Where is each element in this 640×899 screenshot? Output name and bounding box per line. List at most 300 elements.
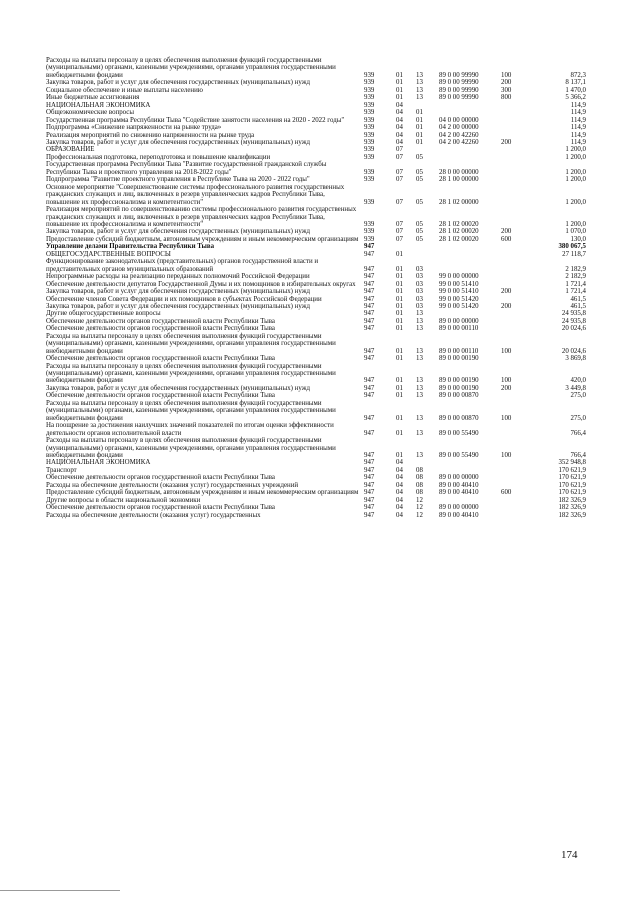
row-name-cell: Социальное обеспечение и иные выплаты населению bbox=[46, 86, 203, 94]
row-name-cell: Обеспечение деятельности органов государственной власти Республики Тыва bbox=[46, 317, 275, 325]
amount-cell: 872,3 bbox=[570, 71, 586, 79]
target-article-cell: 99 0 00 51410 bbox=[439, 288, 479, 296]
target-article-cell bbox=[439, 109, 501, 116]
row-name-cell: Предоставление субсидий бюджетным, автономным учреждениям и иным некоммерческим организациям bbox=[46, 489, 359, 497]
expense-type-cell bbox=[501, 325, 533, 332]
expense-type-cell bbox=[501, 109, 533, 116]
expense-type-cell: 300 bbox=[501, 86, 512, 94]
footer-rule bbox=[0, 890, 120, 891]
ministry-code-cell: 947 bbox=[364, 474, 375, 482]
expense-type-cell bbox=[501, 124, 533, 131]
amount-cell: 114,9 bbox=[570, 138, 586, 146]
amount-cell: 275,0 bbox=[570, 392, 586, 400]
subsection-code-cell: 08 bbox=[416, 474, 423, 482]
budget-table bbox=[46, 57, 586, 519]
expense-type-cell bbox=[501, 154, 533, 161]
amount-cell: 461,5 bbox=[570, 295, 586, 303]
expense-type-cell bbox=[501, 132, 533, 139]
ministry-code-cell: 947 bbox=[364, 384, 375, 392]
subsection-code-cell: 05 bbox=[416, 153, 423, 161]
row-name-cell: Другие общегосударственные вопросы bbox=[46, 310, 161, 318]
ministry-code-cell: 947 bbox=[364, 250, 375, 258]
row-name-cell: Функционирование законодательных (представительных) органов государственной власти и представительных органов муниципальных образований bbox=[46, 258, 319, 273]
section-code-cell: 04 bbox=[396, 496, 403, 504]
section-code-cell: 04 bbox=[396, 101, 403, 109]
ministry-code-cell: 947 bbox=[364, 429, 375, 437]
subsection-code-cell: 13 bbox=[416, 94, 423, 102]
row-name-cell: Обеспечение деятельности органов государственной власти Республики Тыва bbox=[46, 392, 275, 400]
ministry-code-cell: 947 bbox=[364, 280, 375, 288]
table-row bbox=[46, 57, 586, 79]
subsection-code-cell: 13 bbox=[416, 392, 423, 400]
target-article-cell bbox=[439, 154, 501, 161]
expense-type-cell bbox=[501, 251, 533, 258]
table-row bbox=[46, 176, 586, 183]
target-article-cell: 28 1 02 00020 bbox=[439, 220, 479, 228]
subsection-code-cell: 13 bbox=[416, 79, 423, 87]
section-code-cell: 01 bbox=[396, 355, 403, 363]
amount-cell: 1 200,0 bbox=[565, 153, 586, 161]
amount-cell: 24 935,8 bbox=[561, 317, 586, 325]
amount-cell: 5 366,2 bbox=[565, 94, 586, 102]
amount-cell: 170 621,9 bbox=[558, 489, 586, 497]
subsection-code-cell: 13 bbox=[416, 310, 423, 318]
target-article-cell: 89 0 00 00000 bbox=[439, 474, 479, 482]
row-name-cell: Обеспечение деятельности органов государственной власти Республики Тыва bbox=[46, 504, 275, 512]
target-article-cell: 89 0 00 40410 bbox=[439, 481, 479, 489]
subsection-code-cell: 13 bbox=[416, 452, 423, 460]
section-code-cell: 04 bbox=[396, 131, 403, 139]
expense-type-cell bbox=[501, 504, 533, 511]
target-article-cell: 89 0 00 00870 bbox=[439, 392, 479, 400]
subsection-code-cell: 13 bbox=[416, 429, 423, 437]
ministry-code-cell: 947 bbox=[364, 347, 375, 355]
expense-type-cell bbox=[501, 206, 533, 228]
amount-cell: 27 118,7 bbox=[562, 250, 586, 258]
expense-type-cell: 100 bbox=[501, 347, 512, 355]
ministry-code-cell: 939 bbox=[364, 124, 375, 132]
subsection-code-cell: 08 bbox=[416, 466, 423, 474]
subsection-code-cell: 13 bbox=[416, 86, 423, 94]
section-code-cell: 07 bbox=[396, 168, 403, 176]
amount-cell: 114,9 bbox=[570, 124, 586, 132]
target-article-cell: 04 0 00 00000 bbox=[439, 116, 479, 124]
amount-cell: 766,4 bbox=[570, 429, 586, 437]
table-row bbox=[46, 303, 586, 310]
row-name-cell: ОБРАЗОВАНИЕ bbox=[46, 146, 95, 154]
row-name-cell: Реализация мероприятий по снижению напряженности на рынке труда bbox=[46, 131, 255, 139]
subsection-code-cell: 01 bbox=[416, 116, 423, 124]
subsection-code-cell: 12 bbox=[416, 496, 423, 504]
table-row bbox=[46, 467, 586, 474]
section-code-cell: 01 bbox=[396, 86, 403, 94]
target-article-cell: 89 0 00 00110 bbox=[439, 325, 479, 333]
row-name-cell: Расходы на выплаты персоналу в целях обеспечения выполнения функций государственными (муниципальными) органами, казенными учреждениями, органами управления государственными внебюджетными фондами bbox=[46, 332, 336, 355]
ministry-code-cell: 947 bbox=[364, 466, 375, 474]
table-row bbox=[46, 482, 586, 489]
table-row bbox=[46, 363, 586, 385]
section-code-cell: 04 bbox=[396, 489, 403, 497]
expense-type-cell bbox=[501, 355, 533, 362]
row-name-cell: Реализация мероприятий по совершенствованию системы профессионального развития государственных гражданских служащих и лиц, включенных в резерв управленческих кадров Республики Тыва, повышение их профессионализма и компетентности" bbox=[46, 206, 357, 228]
target-article-cell: 28 0 00 00000 bbox=[439, 168, 479, 176]
amount-cell: 1 721,4 bbox=[565, 280, 586, 288]
amount-cell: 766,4 bbox=[570, 452, 586, 460]
expense-type-cell bbox=[501, 161, 533, 176]
amount-cell: 461,5 bbox=[570, 302, 586, 310]
subsection-code-cell: 01 bbox=[416, 131, 423, 139]
table-row bbox=[46, 474, 586, 481]
row-name-cell: Расходы на выплаты персоналу в целях обеспечения выполнения функций государственными (муниципальными) органами, казенными учреждениями, органами управления государственными внебюджетными фондами bbox=[46, 57, 336, 79]
ministry-code-cell: 939 bbox=[364, 228, 375, 236]
section-code-cell: 01 bbox=[396, 94, 403, 102]
expense-type-cell bbox=[501, 258, 533, 273]
table-row bbox=[46, 251, 586, 258]
ministry-code-cell: 939 bbox=[364, 235, 375, 243]
subsection-code-cell: 13 bbox=[416, 347, 423, 355]
section-code-cell: 04 bbox=[396, 511, 403, 519]
table-row bbox=[46, 385, 586, 392]
target-article-cell: 89 0 00 99990 bbox=[439, 71, 479, 79]
amount-cell: 1 200,0 bbox=[565, 198, 586, 206]
table-row bbox=[46, 228, 586, 235]
row-name-cell: Закупка товаров, работ и услуг для обеспечения государственных (муниципальных) нужд bbox=[46, 288, 310, 296]
amount-cell: 114,9 bbox=[570, 116, 586, 124]
target-article-cell: 89 0 00 55490 bbox=[439, 429, 479, 437]
ministry-code-cell: 939 bbox=[364, 153, 375, 161]
ministry-code-cell: 947 bbox=[364, 310, 375, 318]
ministry-code-cell: 939 bbox=[364, 198, 375, 206]
row-name-cell: Расходы на обеспечение деятельности (оказания услуг) государственных учреждений bbox=[46, 481, 299, 489]
subsection-code-cell: 01 bbox=[416, 124, 423, 132]
target-article-cell bbox=[439, 251, 501, 258]
expense-type-cell: 600 bbox=[501, 489, 512, 497]
section-code-cell: 01 bbox=[396, 310, 403, 318]
table-row bbox=[46, 243, 586, 250]
ministry-code-cell: 939 bbox=[364, 146, 375, 154]
section-code-cell: 01 bbox=[396, 280, 403, 288]
section-code-cell: 01 bbox=[396, 377, 403, 385]
target-article-cell: 99 0 00 00000 bbox=[439, 273, 479, 281]
row-name-cell: Другие вопросы в области национальной экономики bbox=[46, 496, 201, 504]
amount-cell: 170 621,9 bbox=[558, 474, 586, 482]
table-row bbox=[46, 94, 586, 101]
table-row bbox=[46, 437, 586, 459]
ministry-code-cell: 947 bbox=[364, 504, 375, 512]
amount-cell: 1 200,0 bbox=[565, 168, 586, 176]
subsection-code-cell: 13 bbox=[416, 355, 423, 363]
ministry-code-cell: 939 bbox=[364, 116, 375, 124]
target-article-cell: 89 0 00 00190 bbox=[439, 377, 479, 385]
row-name-cell: Общеэкономические вопросы bbox=[46, 109, 134, 117]
expense-type-cell bbox=[501, 102, 533, 109]
subsection-code-cell bbox=[416, 146, 439, 153]
table-row bbox=[46, 392, 586, 399]
subsection-code-cell bbox=[416, 102, 439, 109]
ministry-code-cell: 947 bbox=[364, 489, 375, 497]
amount-cell: 2 182,9 bbox=[565, 273, 586, 281]
expense-type-cell: 100 bbox=[501, 452, 512, 460]
target-article-cell: 28 1 02 00020 bbox=[439, 228, 479, 236]
table-row bbox=[46, 139, 586, 146]
expense-type-cell bbox=[501, 392, 533, 399]
row-name-cell: НАЦИОНАЛЬНАЯ ЭКОНОМИКА bbox=[46, 101, 151, 109]
section-code-cell: 04 bbox=[396, 138, 403, 146]
ministry-code-cell: 939 bbox=[364, 79, 375, 87]
budget-table-body bbox=[46, 57, 586, 519]
ministry-code-cell: 939 bbox=[364, 86, 375, 94]
subsection-code-cell: 13 bbox=[416, 377, 423, 385]
subsection-code-cell: 01 bbox=[416, 138, 423, 146]
subsection-code-cell: 08 bbox=[416, 481, 423, 489]
ministry-code-cell: 947 bbox=[364, 511, 375, 519]
subsection-code-cell: 13 bbox=[416, 325, 423, 333]
expense-type-cell bbox=[501, 467, 533, 474]
section-code-cell: 01 bbox=[396, 79, 403, 87]
ministry-code-cell: 939 bbox=[364, 94, 375, 102]
row-name-cell: Закупка товаров, работ и услуг для обеспечения государственных (муниципальных) нужд bbox=[46, 138, 310, 146]
table-row bbox=[46, 109, 586, 116]
expense-type-cell bbox=[501, 310, 533, 317]
amount-cell: 170 621,9 bbox=[558, 466, 586, 474]
row-name-cell: Подпрограмма «Снижение напряженности на рынке труда» bbox=[46, 124, 222, 132]
section-code-cell: 01 bbox=[396, 273, 403, 281]
ministry-code-cell: 947 bbox=[364, 481, 375, 489]
table-row bbox=[46, 236, 586, 243]
expense-type-cell bbox=[501, 146, 533, 153]
ministry-code-cell: 947 bbox=[364, 243, 375, 251]
section-code-cell: 04 bbox=[396, 474, 403, 482]
subsection-code-cell: 03 bbox=[416, 302, 423, 310]
table-row bbox=[46, 318, 586, 325]
amount-cell: 1 070,0 bbox=[565, 228, 586, 236]
subsection-code-cell bbox=[416, 243, 439, 250]
row-name-cell: Закупка товаров, работ и услуг для обеспечения государственных (муниципальных) нужд bbox=[46, 384, 310, 392]
expense-type-cell bbox=[501, 318, 533, 325]
table-row bbox=[46, 325, 586, 332]
table-row bbox=[46, 79, 586, 86]
subsection-code-cell: 13 bbox=[416, 71, 423, 79]
expense-type-cell bbox=[501, 117, 533, 124]
ministry-code-cell: 947 bbox=[364, 317, 375, 325]
amount-cell: 420,0 bbox=[570, 377, 586, 385]
target-article-cell: 99 0 00 51420 bbox=[439, 302, 479, 310]
row-name-cell: Государственная программа Республики Тыва "Развитие государственной гражданской службы Республики Тыва и проектного управления на 2018-2022 годы" bbox=[46, 161, 327, 176]
expense-type-cell bbox=[501, 184, 533, 206]
subsection-code-cell: 03 bbox=[416, 288, 423, 296]
subsection-code-cell bbox=[416, 251, 439, 258]
section-code-cell: 04 bbox=[396, 459, 403, 467]
table-row bbox=[46, 117, 586, 124]
table-row bbox=[46, 132, 586, 139]
row-name-cell: Обеспечение деятельности органов государственной власти Республики Тыва bbox=[46, 474, 275, 482]
table-row bbox=[46, 497, 586, 504]
target-article-cell: 89 0 00 40410 bbox=[439, 511, 479, 519]
ministry-code-cell: 947 bbox=[364, 265, 375, 273]
expense-type-cell: 200 bbox=[501, 79, 512, 87]
table-row bbox=[46, 310, 586, 317]
row-name-cell: Транспорт bbox=[46, 466, 77, 474]
target-article-cell bbox=[439, 243, 501, 250]
budget-sheet bbox=[46, 57, 586, 519]
section-code-cell: 01 bbox=[396, 414, 403, 422]
amount-cell: 114,9 bbox=[570, 101, 586, 109]
subsection-code-cell: 05 bbox=[416, 228, 423, 236]
expense-type-cell bbox=[501, 281, 533, 288]
subsection-code-cell: 03 bbox=[416, 273, 423, 281]
section-code-cell: 01 bbox=[396, 392, 403, 400]
amount-cell: 114,9 bbox=[570, 109, 586, 117]
target-article-cell bbox=[439, 146, 501, 153]
section-code-cell: 07 bbox=[396, 220, 403, 228]
ministry-code-cell: 939 bbox=[364, 176, 375, 184]
ministry-code-cell: 947 bbox=[364, 273, 375, 281]
row-name-cell: Предоставление субсидий бюджетным, автономным учреждениям и иным некоммерческим организациям bbox=[46, 235, 359, 243]
section-code-cell: 01 bbox=[396, 429, 403, 437]
expense-type-cell: 200 bbox=[501, 288, 512, 296]
target-article-cell: 89 0 00 00190 bbox=[439, 384, 479, 392]
subsection-code-cell: 01 bbox=[416, 109, 423, 117]
target-article-cell: 28 1 00 00000 bbox=[439, 176, 479, 184]
subsection-code-cell: 13 bbox=[416, 384, 423, 392]
table-row bbox=[46, 273, 586, 280]
amount-cell: 3 449,8 bbox=[565, 384, 586, 392]
table-row bbox=[46, 422, 586, 437]
row-name-cell: Обеспечение деятельности депутатов Государственной Думы и их помощников в избирательных округах bbox=[46, 280, 356, 288]
expense-type-cell bbox=[501, 176, 533, 183]
expense-type-cell: 100 bbox=[501, 71, 512, 79]
row-name-cell: НАЦИОНАЛЬНАЯ ЭКОНОМИКА bbox=[46, 459, 151, 467]
page-number: 174 bbox=[561, 849, 578, 861]
amount-cell: 182 326,9 bbox=[558, 496, 586, 504]
expense-type-cell: 200 bbox=[501, 384, 512, 392]
amount-cell: 3 869,8 bbox=[565, 355, 586, 363]
table-row bbox=[46, 258, 586, 273]
row-name-cell: Обеспечение деятельности органов государственной власти Республики Тыва bbox=[46, 325, 275, 333]
table-row bbox=[46, 184, 586, 206]
table-row bbox=[46, 102, 586, 109]
target-article-cell: 89 0 00 99990 bbox=[439, 79, 479, 87]
amount-cell: 130,0 bbox=[570, 235, 586, 243]
table-row bbox=[46, 355, 586, 362]
ministry-code-cell: 939 bbox=[364, 71, 375, 79]
target-article-cell: 89 0 00 99990 bbox=[439, 94, 479, 102]
section-code-cell: 07 bbox=[396, 235, 403, 243]
amount-cell: 24 935,8 bbox=[561, 310, 586, 318]
amount-cell: 380 067,5 bbox=[558, 243, 586, 251]
row-name-cell: Расходы на выплаты персоналу в целях обеспечения выполнения функций государственными (муниципальными) органами, казенными учреждениями, органами управления государственными внебюджетными фондами bbox=[46, 399, 336, 422]
subsection-code-cell: 05 bbox=[416, 168, 423, 176]
target-article-cell: 04 2 00 42260 bbox=[439, 138, 479, 146]
table-row bbox=[46, 124, 586, 131]
amount-cell: 1 200,0 bbox=[565, 146, 586, 154]
amount-cell: 1 470,0 bbox=[565, 86, 586, 94]
ministry-code-cell: 939 bbox=[364, 168, 375, 176]
section-code-cell: 07 bbox=[396, 228, 403, 236]
amount-cell: 8 137,1 bbox=[565, 79, 586, 87]
row-name-cell: Закупка товаров, работ и услуг для обеспечения государственных (муниципальных) нужд bbox=[46, 302, 310, 310]
target-article-cell: 89 0 00 40410 bbox=[439, 489, 479, 497]
row-name-cell: Иные бюджетные ассигнования bbox=[46, 94, 140, 102]
expense-type-cell bbox=[501, 273, 533, 280]
expense-type-cell bbox=[501, 474, 533, 481]
section-code-cell: 07 bbox=[396, 176, 403, 184]
amount-cell: 182 326,9 bbox=[558, 511, 586, 519]
ministry-code-cell: 947 bbox=[364, 302, 375, 310]
row-name-cell: Государственная программа Республики Тыва "Содействие занятости населения на 2020 - 2022 годы" bbox=[46, 116, 345, 124]
target-article-cell: 99 0 00 51420 bbox=[439, 295, 479, 303]
row-name-cell: Непрограммные расходы на реализацию переданных полномочий Российской Федерации bbox=[46, 273, 310, 281]
table-row bbox=[46, 87, 586, 94]
target-article-cell: 89 0 00 00000 bbox=[439, 317, 479, 325]
subsection-code-cell: 05 bbox=[416, 220, 423, 228]
expense-type-cell bbox=[501, 243, 533, 250]
table-row bbox=[46, 459, 586, 466]
expense-type-cell bbox=[501, 497, 533, 504]
subsection-code-cell: 12 bbox=[416, 504, 423, 512]
target-article-cell bbox=[439, 497, 501, 504]
subsection-code-cell: 08 bbox=[416, 489, 423, 497]
section-code-cell: 07 bbox=[396, 198, 403, 206]
subsection-code-cell: 05 bbox=[416, 176, 423, 184]
table-row bbox=[46, 504, 586, 511]
section-code-cell: 04 bbox=[396, 116, 403, 124]
table-row bbox=[46, 400, 586, 422]
target-article-cell bbox=[439, 459, 501, 466]
section-code-cell: 01 bbox=[396, 347, 403, 355]
expense-type-cell: 200 bbox=[501, 302, 512, 310]
row-name-cell: Расходы на выплаты персоналу в целях обеспечения выполнения функций государственными (муниципальными) органами, казенными учреждениями, органами управления государственными внебюджетными фондами bbox=[46, 437, 336, 460]
subsection-code-cell: 03 bbox=[416, 280, 423, 288]
section-code-cell: 01 bbox=[396, 325, 403, 333]
subsection-code-cell bbox=[416, 459, 439, 466]
amount-cell: 1 200,0 bbox=[565, 176, 586, 184]
target-article-cell: 89 0 00 00190 bbox=[439, 355, 479, 363]
amount-cell: 182 326,9 bbox=[558, 504, 586, 512]
target-article-cell: 89 0 00 99990 bbox=[439, 86, 479, 94]
subsection-code-cell: 05 bbox=[416, 198, 423, 206]
ministry-code-cell: 947 bbox=[364, 459, 375, 467]
row-name-cell: На поощрение за достижения наилучших значений показателей по итогам оценки эффективности деятельности органов исполнительной власти bbox=[46, 422, 334, 437]
section-code-cell: 07 bbox=[396, 153, 403, 161]
ministry-code-cell: 947 bbox=[364, 392, 375, 400]
ministry-code-cell: 947 bbox=[364, 496, 375, 504]
amount-cell: 20 024,6 bbox=[561, 347, 586, 355]
ministry-code-cell: 939 bbox=[364, 220, 375, 228]
target-article-cell: 89 0 00 00870 bbox=[439, 414, 479, 422]
table-row bbox=[46, 146, 586, 153]
ministry-code-cell: 947 bbox=[364, 414, 375, 422]
target-article-cell bbox=[439, 467, 501, 474]
ministry-code-cell: 947 bbox=[364, 288, 375, 296]
target-article-cell: 89 0 00 00110 bbox=[439, 347, 479, 355]
section-code-cell bbox=[396, 243, 416, 250]
amount-cell: 2 182,9 bbox=[565, 265, 586, 273]
table-row bbox=[46, 489, 586, 496]
row-name-cell: Расходы на обеспечение деятельности (оказания услуг) государственных bbox=[46, 511, 261, 519]
expense-type-cell bbox=[501, 459, 533, 466]
row-name-cell: Управление делами Правительства Республики Тыва bbox=[46, 243, 215, 251]
target-article-cell: 28 1 02 00020 bbox=[439, 235, 479, 243]
table-row bbox=[46, 296, 586, 303]
target-article-cell: 89 0 00 00000 bbox=[439, 504, 479, 512]
row-name-cell: Профессиональная подготовка, переподготовка и повышение квалификации bbox=[46, 153, 271, 161]
section-code-cell: 01 bbox=[396, 302, 403, 310]
table-row bbox=[46, 288, 586, 295]
expense-type-cell: 200 bbox=[501, 228, 512, 236]
section-code-cell: 01 bbox=[396, 452, 403, 460]
row-name-cell: Подпрограмма "Развитие проектного управления в Республике Тыва на 2020 - 2022 годы" bbox=[46, 176, 310, 184]
